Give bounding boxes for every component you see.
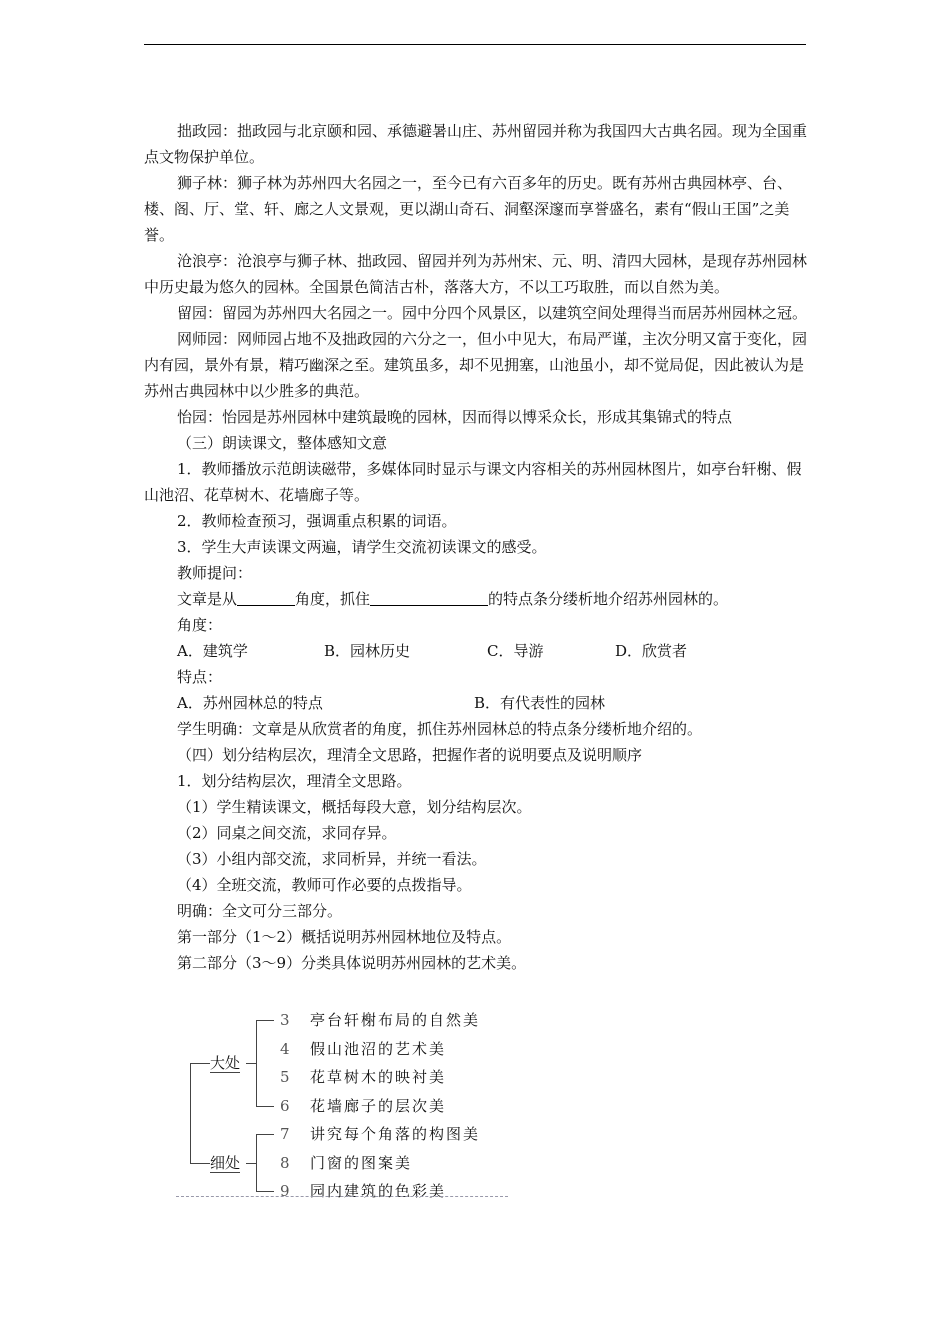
item-text: 花草树木的映衬美: [310, 1068, 447, 1086]
bracket-big-top: [256, 1020, 274, 1021]
question-text-c: 的特点条分缕析地介绍苏州园林的。: [488, 590, 729, 608]
step3-item-1: 1．教师播放示范朗读磁带，多媒体同时显示与课文内容相关的苏州园林图片，如亭台轩榭、假山池沼、花草树木、花墙廊子等。: [144, 460, 802, 504]
question-line: [144, 586, 808, 612]
angle-option-c: C．导游: [487, 642, 544, 660]
question-text-b: 角度，抓住: [295, 590, 371, 608]
angle-option-a: A．建筑学: [177, 642, 248, 660]
item-number: 9: [280, 1182, 292, 1200]
bracket-outer-bottom: [190, 1163, 210, 1164]
para-liuyuan: 留园：留园为苏州四大名园之一。园中分四个风景区，以建筑空间处理得当而居苏州园林之冠。: [177, 304, 808, 322]
bracket-outer-top: [190, 1063, 210, 1064]
para-canglang: 沧浪亭：沧浪亭与狮子林、拙政园、留园并列为苏州宋、元、明、清四大园林，是现存苏州园林中历史最为悠久的园林。全国景色简洁古朴，落落大方，不以工巧取胜，而以自然为美。: [144, 252, 808, 296]
diagram-item-9: [280, 1181, 446, 1201]
diagram-item-8: [280, 1153, 412, 1173]
group-label-fine: 细处: [210, 1154, 241, 1172]
bracket-big-bottom: [256, 1106, 274, 1107]
bracket-outer-vertical: [190, 1063, 191, 1163]
bracket-fine-top: [256, 1134, 274, 1135]
item-number: 7: [280, 1125, 292, 1143]
item-text: 花墙廊子的层次美: [310, 1097, 447, 1115]
item-number: 8: [280, 1154, 292, 1172]
item-text: 园内建筑的色彩美: [310, 1182, 447, 1200]
angle-option-d: D．欣赏者: [615, 642, 688, 660]
document-body: [144, 118, 808, 976]
feature-options: [144, 690, 808, 716]
bracket-big-stem: [246, 1063, 256, 1064]
heading-step4: （四）划分结构层次，理清全文思路，把握作者的说明要点及说明顺序: [177, 746, 643, 764]
heading-step3: （三）朗读课文，整体感知文意: [177, 434, 388, 452]
item-text: 亭台轩榭布局的自然美: [310, 1011, 481, 1029]
diagram-dotted-border: [176, 1196, 508, 1197]
para-zhuozheng: 拙政园：拙政园与北京颐和园、承德避暑山庄、苏州留园并称为我国四大古典名园。现为全国重点文物保护单位。: [144, 122, 808, 166]
angle-options: [144, 638, 808, 664]
step3-item-2: 2．教师检查预习，强调重点积累的词语。: [177, 512, 457, 530]
diagram-item-5: [280, 1067, 446, 1087]
feature-option-a: A．苏州园林总的特点: [177, 694, 323, 712]
teacher-question-label: 教师提问：: [177, 564, 253, 582]
bracket-big-vertical: [256, 1020, 257, 1106]
angle-option-b: B．园林历史: [324, 642, 411, 660]
item-text: 假山池沼的艺术美: [310, 1040, 447, 1058]
step4-sub-2: （2）同桌之间交流，求同存异。: [177, 824, 397, 842]
bracket-fine-vertical: [256, 1134, 257, 1191]
part-one: 第一部分（1～2）概括说明苏州园林地位及特点。: [177, 928, 512, 946]
diagram-item-7: [280, 1124, 480, 1144]
diagram-item-6: [280, 1096, 446, 1116]
item-text: 门窗的图案美: [310, 1154, 413, 1172]
answer-blank-angle: [237, 589, 295, 606]
header-rule: [144, 44, 806, 45]
diagram-item-3: [280, 1010, 480, 1030]
item-number: 5: [280, 1068, 292, 1086]
angle-label: 角度：: [177, 616, 223, 634]
student-answer: 学生明确：文章是从欣赏者的角度，抓住苏州园林总的特点条分缕析地介绍的。: [177, 720, 703, 738]
feature-option-b: B．有代表性的园林: [474, 694, 606, 712]
step4-sub-3: （3）小组内部交流，求同析异，并统一看法。: [177, 850, 487, 868]
para-shizilin: 狮子林：狮子林为苏州四大名园之一，至今已有六百多年的历史。既有苏州古典园林亭、台、楼、阁、厅、堂、轩、廊之人文景观，更以湖山奇石、洞壑深邃而享誉盛名，素有“假山王国”之美誉。: [144, 174, 793, 244]
question-text-a: 文章是从: [177, 590, 238, 608]
step3-item-3: 3．学生大声读课文两遍，请学生交流初读课文的感受。: [177, 538, 547, 556]
answer-blank-feature: [370, 589, 488, 606]
feature-label: 特点：: [177, 668, 223, 686]
item-number: 3: [280, 1011, 292, 1029]
conclusion: 明确：全文可分三部分。: [177, 902, 343, 920]
group-label-big: 大处: [210, 1054, 241, 1072]
step4-sub-1: （1）学生精读课文，概括每段大意，划分结构层次。: [177, 798, 532, 816]
bracket-fine-stem: [246, 1163, 256, 1164]
step4-item-1: 1．划分结构层次，理清全文思路。: [177, 772, 412, 790]
diagram-item-4: [280, 1039, 446, 1059]
para-yiyuan: 怡园：怡园是苏州园林中建筑最晚的园林，因而得以博采众长，形成其集锦式的特点: [177, 408, 733, 426]
item-text: 讲究每个角落的构图美: [310, 1125, 481, 1143]
part-two: 第二部分（3～9）分类具体说明苏州园林的艺术美。: [177, 954, 527, 972]
item-number: 6: [280, 1097, 292, 1115]
bracket-fine-bottom: [256, 1191, 274, 1192]
item-number: 4: [280, 1040, 292, 1058]
para-wangshi: 网师园：网师园占地不及拙政园的六分之一，但小中见大，布局严谨，主次分明又富于变化，园内有园，景外有景，精巧幽深之至。建筑虽多，却不见拥塞，山池虽小，却不觉局促，因此被认为是苏州古典园林中以少胜多的典范。: [144, 330, 808, 400]
structure-diagram: [176, 1006, 516, 1206]
step4-sub-4: （4）全班交流，教师可作必要的点拨指导。: [177, 876, 472, 894]
